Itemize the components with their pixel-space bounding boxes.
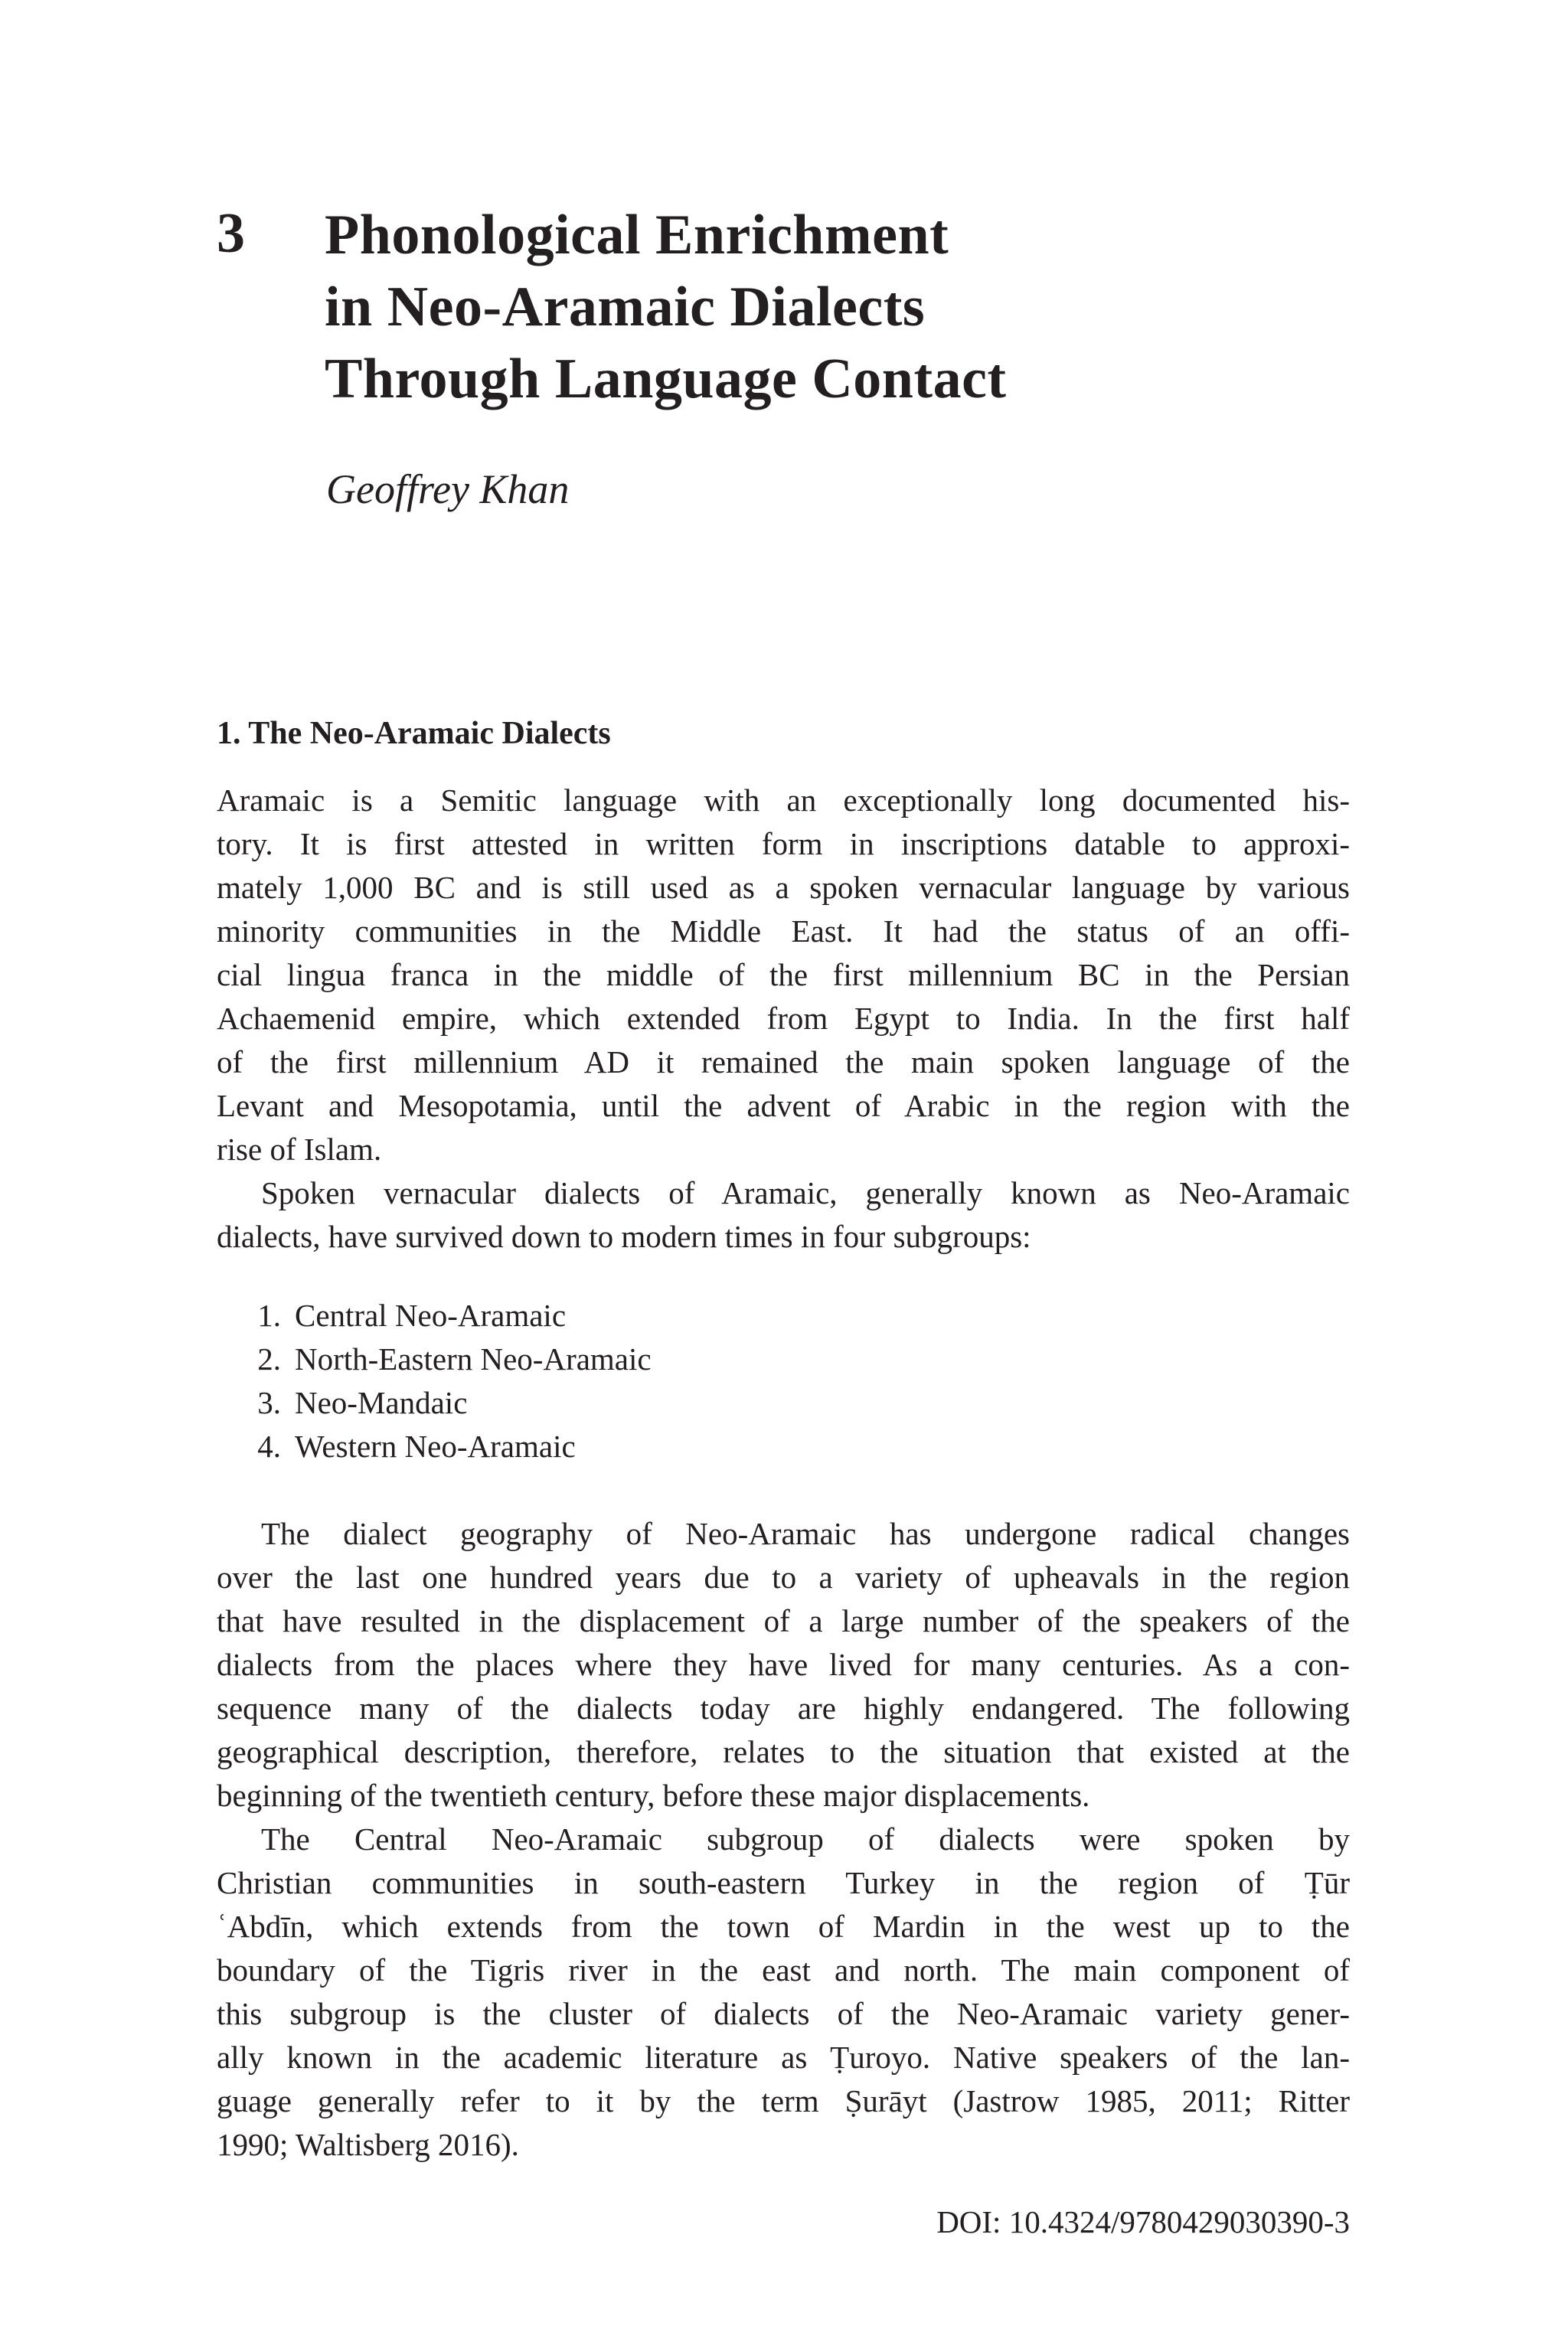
text-line: 1990; Waltisberg 2016). <box>217 2127 519 2162</box>
doi-footer: DOI: 10.4324/9780429030390-3 <box>936 2204 1350 2239</box>
section-heading: 1. The Neo-Aramaic Dialects <box>217 716 611 751</box>
list-item <box>217 1381 652 1425</box>
list-label: Neo-Mandaic <box>295 1385 468 1420</box>
list-item <box>217 1294 652 1338</box>
text-line: Levant and Mesopotamia, until the advent of Arabic in the region with the <box>217 1088 1350 1123</box>
text-line: that have resulted in the displacement of a large number of the speakers of the <box>217 1603 1350 1638</box>
chapter-author: Geoffrey Khan <box>326 466 570 512</box>
text-line: dialects from the places where they have lived for many centuries. As a con- <box>217 1647 1350 1682</box>
chapter-number: 3 <box>217 202 245 265</box>
text-line: ʿAbdīn, which extends from the town of Mardin in the west up to the <box>217 1909 1350 1944</box>
list-item <box>217 1425 652 1468</box>
text-line: cial lingua franca in the middle of the first millennium BC in the Persian <box>217 957 1350 992</box>
chapter-title-line: in Neo-Aramaic Dialects <box>325 276 926 338</box>
list-label: Western Neo-Aramaic <box>295 1429 576 1464</box>
text-line: ally known in the academic literature as Ṭuroyo. Native speakers of the lan- <box>217 2040 1350 2075</box>
text-line: of the first millennium AD it remained the main spoken language of the <box>217 1044 1350 1080</box>
text-line: rise of Islam. <box>217 1132 382 1167</box>
chapter-title <box>325 199 1396 415</box>
list-number: 4. <box>257 1429 281 1464</box>
text-line: beginning of the twentieth century, before these major displacements. <box>217 1778 1090 1813</box>
text-line: The dialect geography of Neo-Aramaic has undergone radical changes <box>261 1516 1350 1551</box>
list-number: 2. <box>257 1341 281 1377</box>
paragraph-intro <box>217 779 1350 1171</box>
paragraph-subgroups-intro <box>217 1171 1350 1259</box>
text-line: mately 1,000 BC and is still used as a spoken vernacular language by various <box>217 870 1350 905</box>
text-line: guage generally refer to it by the term Ṣurāyt (Jastrow 1985, 2011; Ritter <box>217 2083 1350 2118</box>
text-line: over the last one hundred years due to a variety of upheavals in the region <box>217 1560 1350 1595</box>
list-label: North-Eastern Neo-Aramaic <box>295 1341 652 1377</box>
paragraph-central-neo-aramaic <box>217 1818 1350 2167</box>
list-number: 3. <box>257 1385 281 1420</box>
subgroup-list <box>217 1294 652 1468</box>
list-number: 1. <box>257 1298 281 1333</box>
text-line: geographical description, therefore, relates to the situation that existed at the <box>217 1734 1350 1769</box>
text-line: Achaemenid empire, which extended from Egypt to India. In the first half <box>217 1001 1350 1036</box>
chapter-title-line: Phonological Enrichment <box>325 204 949 266</box>
list-item <box>217 1338 652 1381</box>
paragraph-dialect-geography <box>217 1512 1350 1818</box>
text-line: dialects, have survived down to modern times in four subgroups: <box>217 1219 1031 1254</box>
text-line: The Central Neo-Aramaic subgroup of dialects were spoken by <box>261 1821 1350 1857</box>
text-line: boundary of the Tigris river in the east and north. The main component of <box>217 1952 1350 1988</box>
list-label: Central Neo-Aramaic <box>295 1298 567 1333</box>
text-line: Aramaic is a Semitic language with an exceptionally long documented his- <box>217 782 1350 818</box>
text-line: Christian communities in south-eastern Turkey in the region of Ṭūr <box>217 1865 1350 1900</box>
text-line: Spoken vernacular dialects of Aramaic, generally known as Neo-Aramaic <box>261 1175 1350 1210</box>
text-line: sequence many of the dialects today are highly endangered. The following <box>217 1690 1350 1726</box>
text-line: this subgroup is the cluster of dialects of the Neo-Aramaic variety gener- <box>217 1996 1350 2031</box>
chapter-title-line: Through Language Contact <box>325 348 1007 410</box>
text-line: minority communities in the Middle East. It had the status of an offi- <box>217 913 1350 949</box>
text-line: tory. It is first attested in written form in inscriptions datable to approxi- <box>217 826 1350 861</box>
